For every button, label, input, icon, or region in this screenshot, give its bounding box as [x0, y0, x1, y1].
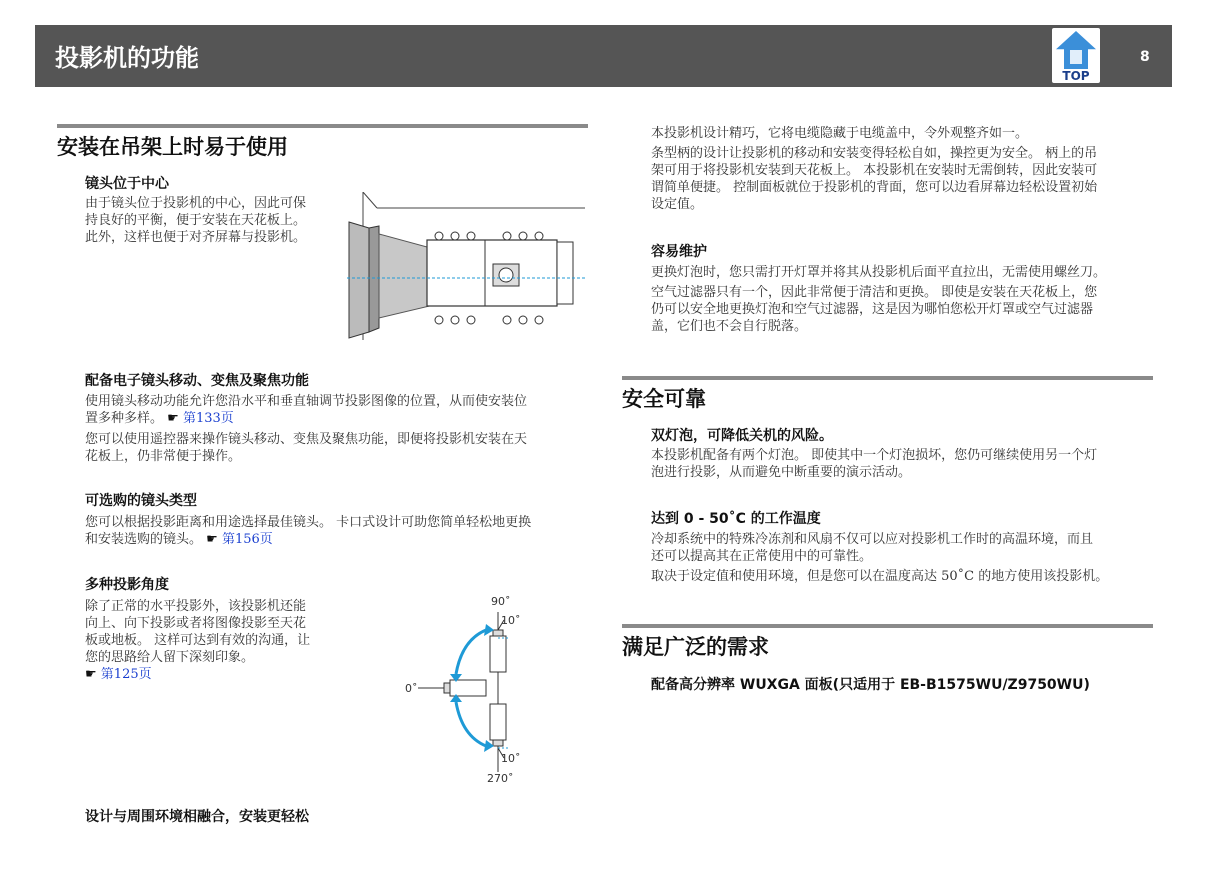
- heading-maintenance: 容易维护: [651, 244, 707, 260]
- section-title-needs: 满足广泛的需求: [622, 635, 769, 659]
- projection-angle-diagram: [400, 592, 530, 787]
- paragraph-lens-types: 您可以根据投影距离和用途选择最佳镜头。 卡口式设计可助您简单轻松地更换 和安装选购的镜头。 ☛ 第156页: [85, 515, 532, 547]
- hand-pointer-icon: ☛: [167, 411, 179, 426]
- lens-center-diagram: [345, 192, 585, 342]
- section-bar: [622, 624, 1153, 628]
- heading-lens-types: 可选购的镜头类型: [85, 493, 197, 509]
- page-number: 8: [1140, 49, 1150, 65]
- heading-lens-center: 镜头位于中心: [85, 176, 169, 192]
- section-bar: [622, 376, 1153, 380]
- top-button[interactable]: [1052, 28, 1100, 83]
- heading-angles: 多种投影角度: [85, 577, 169, 593]
- paragraph-lens-shift: 使用镜头移动功能允许您沿水平和垂直轴调节投影图像的位置，从而使安装位 置多种多样。 ☛ 第133页: [85, 394, 528, 426]
- heading-lens-shift: 配备电子镜头移动、变焦及聚焦功能: [85, 373, 309, 389]
- label-270: 270˚: [487, 772, 514, 785]
- heading-blend: 设计与周围环境相融合，安装更轻松: [85, 809, 309, 825]
- section-title-ceiling: 安装在吊架上时易于使用: [57, 135, 288, 159]
- heading-temperature: 达到 0 - 50˚C 的工作温度: [651, 511, 821, 527]
- link-page-125[interactable]: 第125页: [100, 667, 152, 682]
- paragraph-temperature: 冷却系统中的特殊冷冻剂和风扇不仅可以应对投影机工作时的高温环境，而且 还可以提高其在正常使用中的可靠性。 取决于设定值和使用环境，但是您可以在温度高达 50˚C 的地方使用该投影机。: [651, 532, 1109, 584]
- label-top-10: 10˚: [501, 614, 521, 627]
- paragraph-maintenance: 更换灯泡时，您只需打开灯罩并将其从投影机后面平直拉出，无需使用螺丝刀。 空气过滤器只有一个，因此非常便于清洁和更换。 即使是安装在天花板上，您 仍可以安全地更换灯泡和空气过滤器，这是因为哪怕您松开灯罩或空气过滤器 盖，它们也不会自行脱落。: [651, 265, 1107, 334]
- hand-pointer-icon: ☛: [206, 532, 218, 547]
- document-icon: [1070, 50, 1082, 64]
- label-0: 0˚: [405, 682, 418, 695]
- paragraph-remote-control: 您可以使用遥控器来操作镜头移动、变焦及聚焦功能，即便将投影机安装在天 花板上，仍非常便于操作。: [85, 432, 528, 464]
- heading-wuxga: 配备高分辨率 WUXGA 面板(只适用于 EB-B1575WU/Z9750WU): [651, 677, 1090, 693]
- label-90: 90˚: [491, 595, 511, 608]
- page-header: [35, 25, 1172, 87]
- top-label: TOP: [1062, 69, 1090, 83]
- paragraph-angles: 除了正常的水平投影外，该投影机还能 向上、向下投影或者将图像投影至天花 板或地板。 这样可达到有效的沟通，让 您的思路给人留下深刻印象。 ☛ 第125页: [85, 599, 311, 682]
- link-page-156[interactable]: 第156页: [221, 532, 273, 547]
- section-title-reliable: 安全可靠: [622, 387, 706, 411]
- paragraph-dual-lamp: 本投影机配备有两个灯泡。 即使其中一个灯泡损坏，您仍可继续使用另一个灯 泡进行投影，从而避免中断重要的演示活动。: [651, 448, 1098, 480]
- section-bar: [57, 124, 588, 128]
- paragraph-intro: 本投影机设计精巧，它将电缆隐藏于电缆盖中，令外观整齐如一。 条型柄的设计让投影机的移动和安装变得轻松自如，操控更为安全。 柄上的吊 架可用于将投影机安装到天花板上。 本投影机在安装时无需倒转，因此安装可 谓简单便捷。 控制面板就位于投影机的背面，您可以边看屏幕边轻松设置初始 设定值。: [651, 126, 1098, 212]
- link-page-133[interactable]: 第133页: [182, 411, 234, 426]
- hand-pointer-icon: ☛: [85, 667, 97, 682]
- page-title: 投影机的功能: [55, 44, 199, 72]
- paragraph-lens-center: 由于镜头位于投影机的中心，因此可保 持良好的平衡，便于安装在天花板上。 此外，这样也便于对齐屏幕与投影机。: [85, 196, 307, 245]
- label-bottom-10: 10˚: [501, 752, 521, 765]
- heading-dual-lamp: 双灯泡，可降低关机的风险。: [651, 428, 833, 444]
